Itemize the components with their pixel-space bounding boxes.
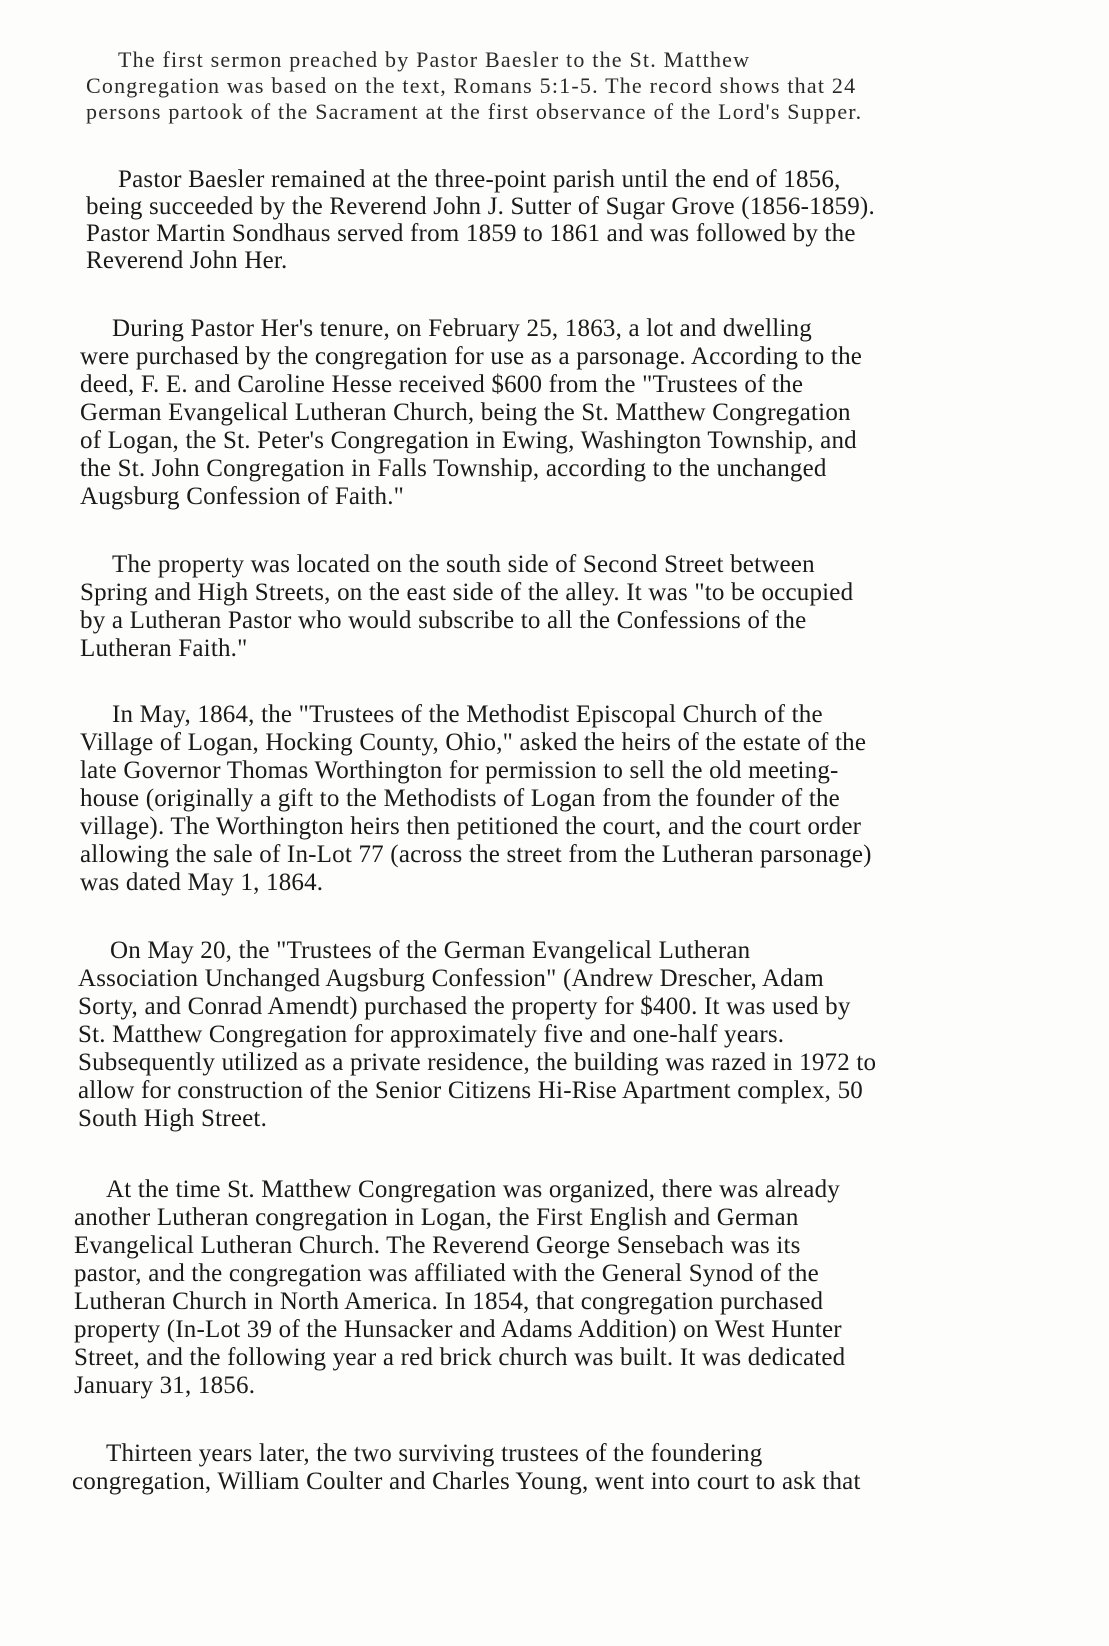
text-line: In May, 1864, the "Trustees of the Methodist Episcopal Church of the bbox=[112, 701, 823, 728]
text-line: Evangelical Lutheran Church. The Reverend George Sensebach was its bbox=[74, 1232, 801, 1259]
text-line: village). The Worthington heirs then petitioned the court, and the court order bbox=[80, 813, 862, 840]
text-line: deed, F. E. and Caroline Hesse received $600 from the "Trustees of the bbox=[80, 371, 804, 398]
text-line: Lutheran Church in North America. In 1854, that congregation purchased bbox=[74, 1288, 824, 1315]
text-line: At the time St. Matthew Congregation was organized, there was already bbox=[106, 1176, 840, 1203]
text-line: Pastor Martin Sondhaus served from 1859 to 1861 and was followed by the bbox=[86, 220, 856, 247]
text-line: During Pastor Her's tenure, on February 25, 1863, a lot and dwelling bbox=[112, 315, 812, 342]
text-line: being succeeded by the Reverend John J. Sutter of Sugar Grove (1856-1859). bbox=[86, 193, 875, 220]
text-line: the St. John Congregation in Falls Township, according to the unchanged bbox=[80, 455, 827, 482]
text-line: The property was located on the south side of Second Street between bbox=[112, 551, 815, 578]
text-line: property (In-Lot 39 of the Hunsacker and Adams Addition) on West Hunter bbox=[74, 1316, 842, 1343]
text-line: The first sermon preached by Pastor Baesler to the St. Matthew bbox=[118, 47, 751, 72]
text-line: Sorty, and Conrad Amendt) purchased the property for $400. It was used by bbox=[78, 993, 851, 1020]
text-line: another Lutheran congregation in Logan, the First English and German bbox=[74, 1204, 799, 1231]
text-line: Augsburg Confession of Faith." bbox=[80, 483, 405, 510]
text-line: Association Unchanged Augsburg Confession" (Andrew Drescher, Adam bbox=[78, 965, 824, 992]
text-line: Congregation was based on the text, Romans 5:1-5. The record shows that 24 bbox=[86, 73, 857, 98]
text-line: was dated May 1, 1864. bbox=[80, 869, 324, 896]
text-line: St. Matthew Congregation for approximately five and one-half years. bbox=[78, 1021, 785, 1048]
text-line: persons partook of the Sacrament at the first observance of the Lord's Supper. bbox=[86, 99, 863, 124]
text-line: Spring and High Streets, on the east side of the alley. It was "to be occupied bbox=[80, 579, 854, 606]
text-line: Street, and the following year a red brick church was built. It was dedicated bbox=[74, 1344, 846, 1371]
text-line: German Evangelical Lutheran Church, being the St. Matthew Congregation bbox=[80, 399, 851, 426]
text-line: were purchased by the congregation for use as a parsonage. According to the bbox=[80, 343, 863, 370]
text-line: of Logan, the St. Peter's Congregation in Ewing, Washington Township, and bbox=[80, 427, 857, 454]
text-line: Lutheran Faith." bbox=[80, 635, 248, 662]
text-line: Village of Logan, Hocking County, Ohio," asked the heirs of the estate of the bbox=[80, 729, 867, 756]
text-line: South High Street. bbox=[78, 1105, 268, 1132]
text-line: congregation, William Coulter and Charles Young, went into court to ask that bbox=[72, 1468, 861, 1495]
text-line: Subsequently utilized as a private residence, the building was razed in 1972 to bbox=[78, 1049, 877, 1076]
text-line: pastor, and the congregation was affiliated with the General Synod of the bbox=[74, 1260, 819, 1287]
text-line: house (originally a gift to the Methodists of Logan from the founder of the bbox=[80, 785, 840, 812]
text-line: Thirteen years later, the two surviving trustees of the foundering bbox=[106, 1440, 763, 1467]
text-line: Pastor Baesler remained at the three-point parish until the end of 1856, bbox=[118, 166, 841, 193]
text-line: allowing the sale of In-Lot 77 (across the street from the Lutheran parsonage) bbox=[80, 841, 872, 868]
text-line: late Governor Thomas Worthington for permission to sell the old meeting- bbox=[80, 757, 839, 784]
text-line: On May 20, the "Trustees of the German Evangelical Lutheran bbox=[110, 937, 751, 964]
text-line: January 31, 1856. bbox=[74, 1372, 256, 1399]
text-line: by a Lutheran Pastor who would subscribe to all the Confessions of the bbox=[80, 607, 807, 634]
text-line: Reverend John Her. bbox=[86, 247, 288, 274]
text-line: allow for construction of the Senior Citizens Hi-Rise Apartment complex, 50 bbox=[78, 1077, 863, 1104]
